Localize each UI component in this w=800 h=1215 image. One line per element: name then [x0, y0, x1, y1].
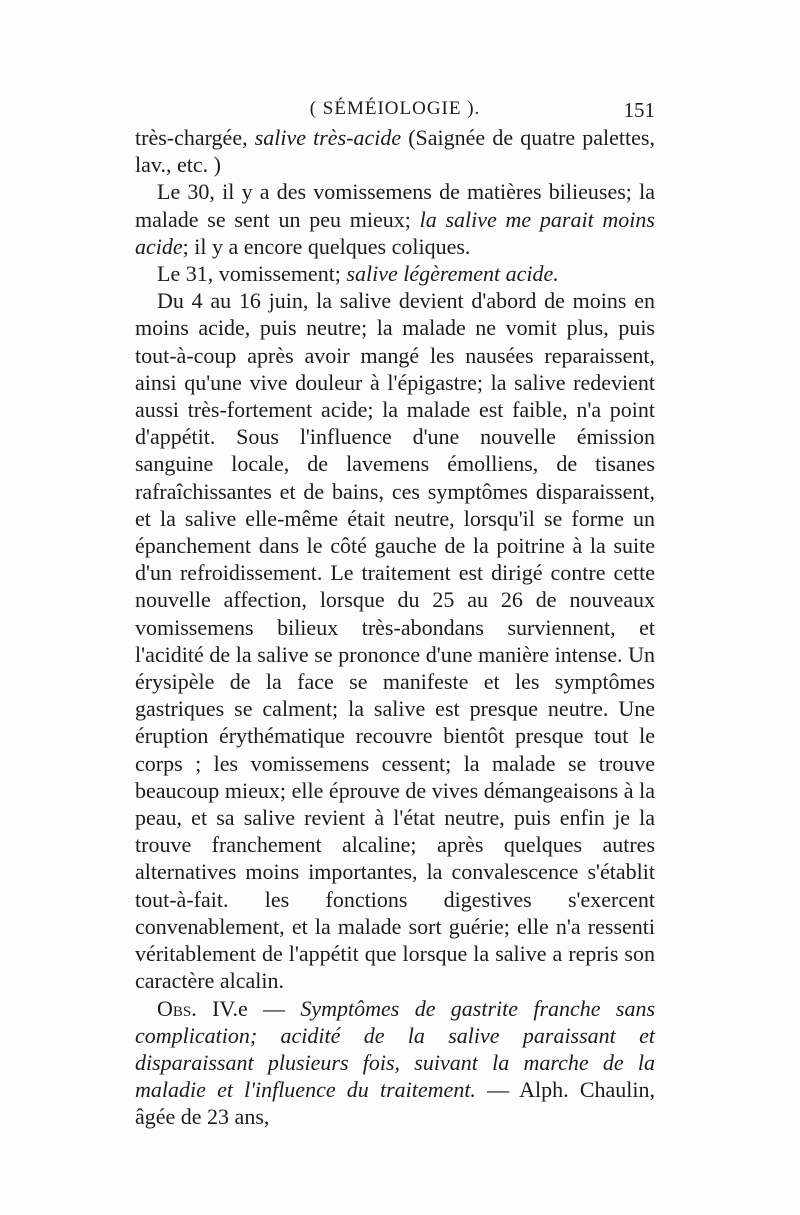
paragraph-2 — [135, 178, 655, 260]
italic-text-run: salive très-acide — [254, 125, 402, 150]
observation-dash: e — — [237, 995, 301, 1021]
paragraph-3 — [135, 260, 655, 287]
text-run: Le 30, il y a des vomissemens de matières bilieuses; la malade se sent un peu mieux; — [135, 179, 655, 232]
text-run: (Saignée de quatre palettes, lav., etc. ) — [135, 125, 655, 178]
paragraph-4 — [135, 287, 655, 994]
italic-text-run: la salive me parait moins acide — [135, 206, 655, 259]
observation-label: Obs. IV. — [157, 995, 238, 1021]
paragraph-1 — [135, 124, 655, 178]
text-run: Le 31, vomissement; — [157, 261, 347, 287]
italic-text-run: salive légèrement acide. — [346, 261, 559, 287]
body-text — [135, 124, 655, 1131]
text-run: Du 4 au 16 juin, la salive devient d'abord de moins en moins acide, puis neutre; la malade ne vomit plus, puis tout-à-coup après avoir mangé les nausées reparaissent, ainsi qu'une vive douleur à l'épigastre; la salive redevient aussi très-fortement acide; la malade est faible, n'a point d'appétit. Sous l'influence d'une nouvelle émission sanguine locale, de lavemens émolliens, de tisanes rafraîchissantes et de bains, ces symptômes disparaissent, et la salive elle-même était neutre, lorsqu'il se forme un épanchement dans le côté gauche de la poitrine à la suite d'un refroidissement. Le traitement est dirigé contre cette nouvelle affection, lorsque du 25 au 26 de nouveaux vomissemens bilieux très-abondans surviennent, et l'acidité de la salive se prononce d'une manière intense. Un érysipèle de la face se manifeste et les symptômes gastriques se calment; la salive est presque neutre. Une éruption érythématique recouvre bientôt presque tout le corps ; les vomissemens cessent; la malade se trouve beaucoup mieux; elle éprouve de vives démangeaisons à la peau, et sa salive revient à l'état neutre, puis enfin je la trouve franchement alcaline; après quelques autres alternatives moins importantes, la convalescence s'établit tout-à-fait. les fonctions digestives s'exercent convenablement, et la malade sort guérie; elle n'a ressenti véritablement de l'appétit que lorsque la salive a repris son caractère alcalin. — [135, 288, 655, 994]
running-head: ( SÉMÉIOLOGIE ). — [309, 98, 481, 119]
observation-paragraph — [135, 995, 655, 1131]
text-run: ; il y a encore quelques coliques. — [182, 233, 471, 259]
observation-title: Symptômes de gastrite franche sans complication; acidité de la salive paraissant et disparaissant plusieurs fois, suivant la marche de la maladie et l'influence du traitement. — [135, 995, 656, 1103]
observation-tail: — Alph. Chaulin, âgée de 23 ans, — [135, 1077, 655, 1130]
page-number: 151 — [623, 98, 655, 122]
text-run: très-chargée, — [135, 125, 255, 150]
